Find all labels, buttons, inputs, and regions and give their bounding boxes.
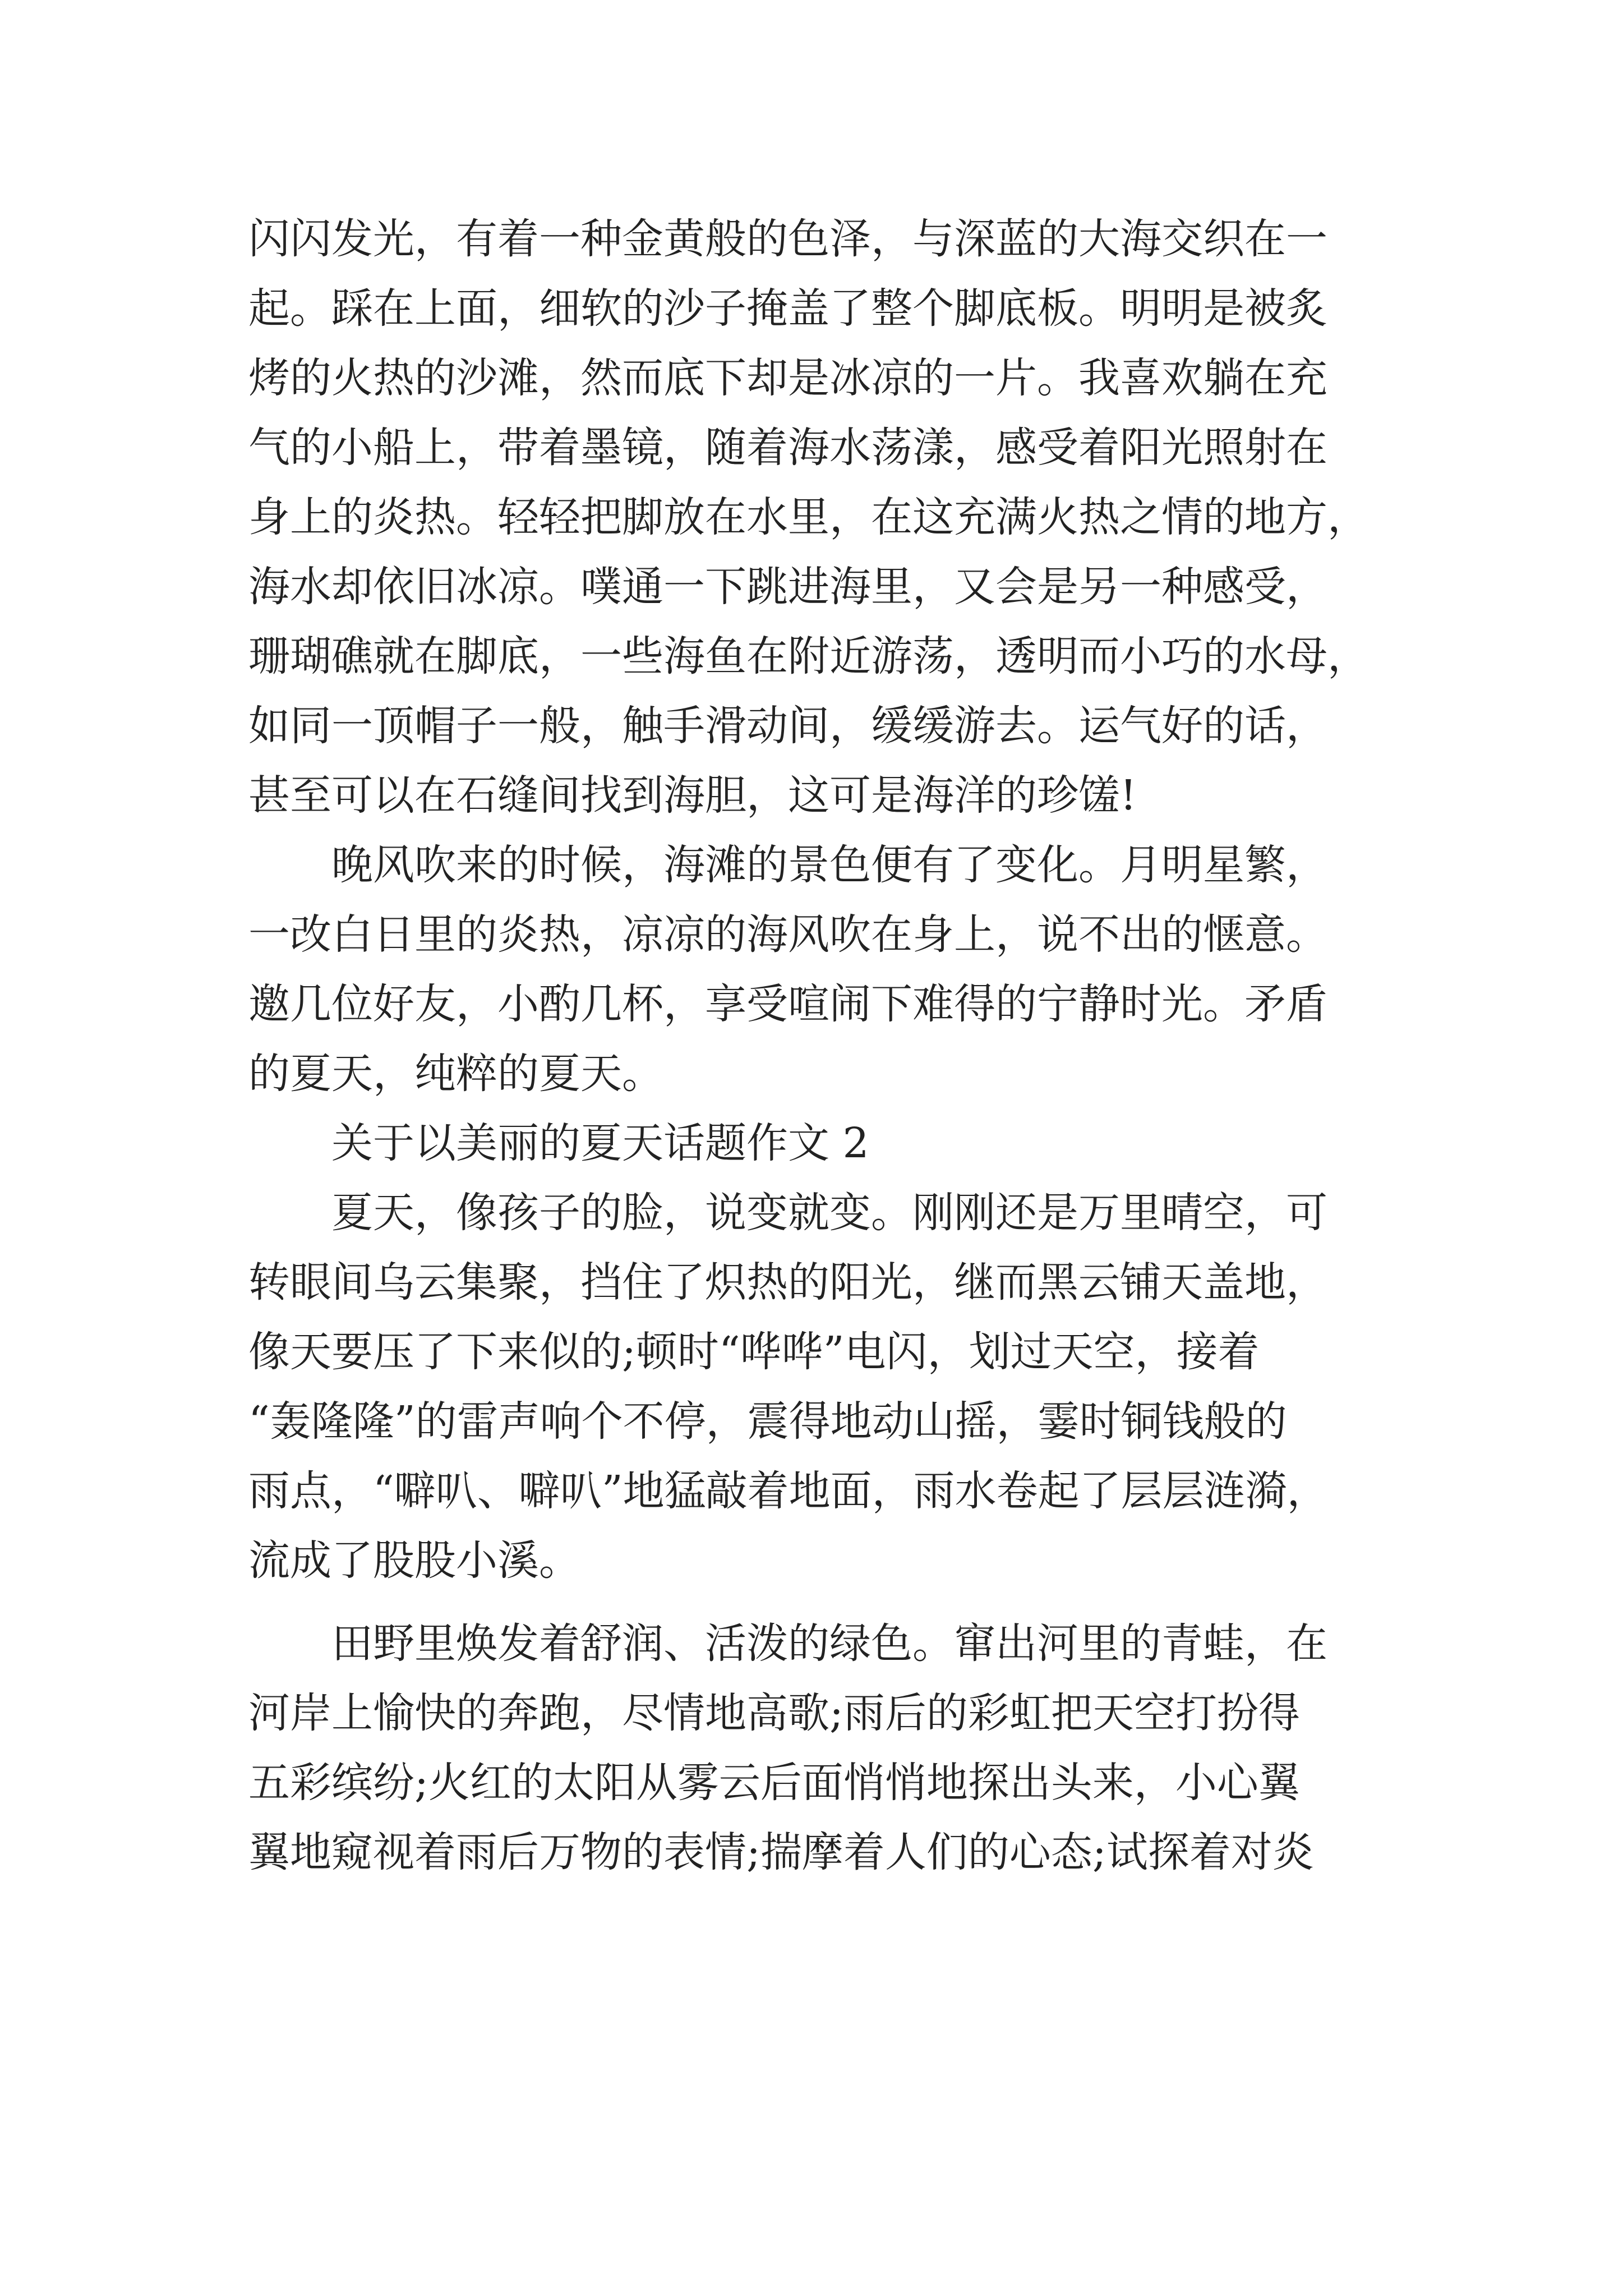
- text-line: 像天要压了下来似的;顿时“哗哗”电闪，划过天空，接着: [248, 1328, 1260, 1376]
- text-line: 雨点，“噼叭、噼叭”地猛敲着地面，雨水卷起了层层涟漪，: [248, 1467, 1329, 1515]
- text-line: 晚风吹来的时候，海滩的景色便有了变化。月明星繁，: [248, 841, 1327, 889]
- text-line: 珊瑚礁就在脚底，一些海鱼在附近游荡，透明而小巧的水母，: [248, 632, 1369, 680]
- text-line: 气的小船上，带着墨镜，随着海水荡漾，感受着阳光照射在: [248, 424, 1327, 472]
- text-line: 海水却依旧冰凉。噗通一下跳进海里，又会是另一种感受，: [248, 563, 1327, 611]
- paragraph-gap: [248, 1595, 1393, 1609]
- text-line: 翼地窥视着雨后万物的表情;揣摩着人们的心态;试探着对炎: [248, 1828, 1314, 1876]
- text-line: “轰隆隆”的雷声响个不停，震得地动山摇，霎时铜钱般的: [248, 1397, 1287, 1446]
- text-line: 起。踩在上面，细软的沙子掩盖了整个脚底板。明明是被炙: [248, 284, 1327, 333]
- text-line: 一改白日里的炎热，凉凉的海风吹在身上，说不出的惬意。: [248, 910, 1327, 959]
- text-line: 身上的炎热。轻轻把脚放在水里，在这充满火热之情的地方，: [248, 493, 1369, 541]
- text-line: 闪闪发光，有着一种金黄般的色泽，与深蓝的大海交织在一: [248, 215, 1327, 263]
- text-line: 夏天，像孩子的脸，说变就变。刚刚还是万里晴空，可: [248, 1189, 1327, 1237]
- text-line: 田野里焕发着舒润、活泼的绿色。窜出河里的青蛙，在: [248, 1619, 1327, 1668]
- text-line: 烤的火热的沙滩，然而底下却是冰凉的一片。我喜欢躺在充: [248, 354, 1327, 402]
- document-body: [248, 204, 1393, 1887]
- text-line: 甚至可以在石缝间找到海胆，这可是海洋的珍馐!: [248, 771, 1137, 820]
- text-line: 流成了股股小溪。: [248, 1536, 580, 1585]
- section-heading: 关于以美丽的夏天话题作文 2: [248, 1119, 869, 1167]
- text-line: 五彩缤纷;火红的太阳从雾云后面悄悄地探出头来，小心翼: [248, 1759, 1300, 1807]
- text-line: 的夏天，纯粹的夏天。: [248, 1050, 663, 1098]
- text-line: 转眼间乌云集聚，挡住了炽热的阳光，继而黑云铺天盖地，: [248, 1258, 1327, 1306]
- text-line: 河岸上愉快的奔跑，尽情地高歌;雨后的彩虹把天空打扮得: [248, 1689, 1300, 1737]
- text-line: 如同一顶帽子一般，触手滑动间，缓缓游去。运气好的话，: [248, 702, 1327, 750]
- text-line: 邀几位好友，小酌几杯，享受喧闹下难得的宁静时光。矛盾: [248, 980, 1327, 1028]
